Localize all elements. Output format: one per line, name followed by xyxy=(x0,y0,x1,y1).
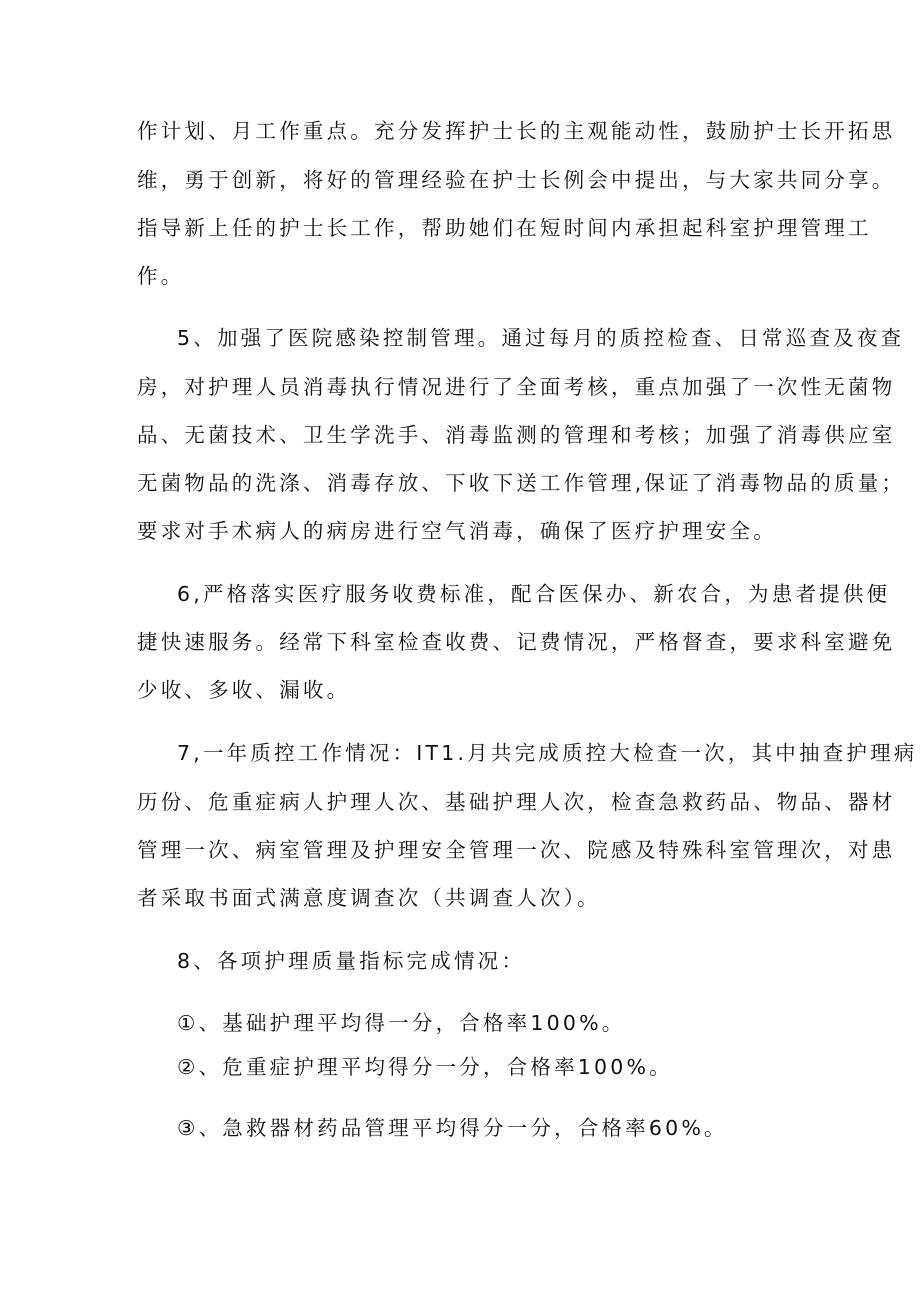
paragraph-line: 捷快速服务。经常下科室检查收费、记费情况，严格督查，要求科室避免 xyxy=(137,630,896,654)
paragraph-line: 指导新上任的护士长工作，帮助她们在短时间内承担起科室护理管理工 xyxy=(137,216,872,240)
list-item: ①、基础护理平均得一分，合格率100%。 xyxy=(177,1011,626,1035)
paragraph-line: 历份、危重症病人护理人次、基础护理人次，检查急救药品、物品、器材 xyxy=(137,790,896,814)
paragraph-line: 作计划、月工作重点。充分发挥护士长的主观能动性，鼓励护士长开拓思 xyxy=(137,119,896,143)
paragraph-line: 要求对手术病人的病房进行空气消毒，确保了医疗护理安全。 xyxy=(137,519,777,543)
paragraph-line: 5、加强了医院感染控制管理。通过每月的质控检查、日常巡查及夜查 xyxy=(177,326,905,350)
paragraph-line: 维，勇于创新，将好的管理经验在护士长例会中提出，与大家共同分享。 xyxy=(137,168,896,192)
paragraph-line: 管理一次、病室管理及护理安全管理一次、院感及特殊科室管理次，对患 xyxy=(137,838,896,862)
list-item: ②、危重症护理平均得分一分，合格率100%。 xyxy=(177,1055,673,1079)
list-item: ③、急救器材药品管理平均得分一分，合格率60%。 xyxy=(177,1116,728,1140)
paragraph-line: 品、无菌技术、卫生学洗手、消毒监测的管理和考核；加强了消毒供应室 xyxy=(137,423,896,447)
paragraph-line: 8、各项护理质量指标完成情况： xyxy=(177,949,526,973)
paragraph-line: 作。 xyxy=(137,264,185,288)
paragraph-line: 无菌物品的洗涤、消毒存放、下收下送工作管理,保证了消毒物品的质量； xyxy=(137,471,906,495)
paragraph-line: 房，对护理人员消毒执行情况进行了全面考核，重点加强了一次性无菌物 xyxy=(137,375,896,399)
paragraph-line: 少收、多收、漏收。 xyxy=(137,678,351,702)
paragraph-line: 7,一年质控工作情况：IT1.月共完成质控大检查一次，其中抽查护理病 xyxy=(177,741,918,765)
paragraph-line: 者采取书面式满意度调查次（共调查人次）。 xyxy=(137,886,601,910)
paragraph-line: 6,严格落实医疗服务收费标准，配合医保办、新农合，为患者提供便 xyxy=(177,582,891,606)
